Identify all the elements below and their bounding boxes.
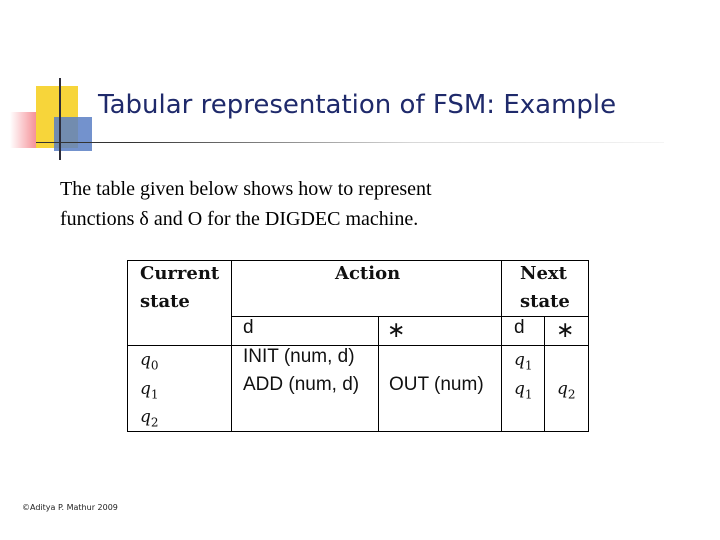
col-divider-action-sub — [378, 317, 379, 432]
subheader-next-d: d — [514, 317, 525, 338]
table-border-left — [127, 260, 128, 432]
state-q2: $q_2$ — [140, 407, 159, 430]
header-next-state: Next state — [520, 263, 570, 312]
action-d-row-1: ADD (num, d) — [243, 374, 360, 395]
subheader-action-star: ∗ — [387, 317, 406, 342]
logo-vertical-line — [59, 78, 61, 160]
intro-text — [60, 174, 680, 234]
copyright-footer: ©Aditya P. Mathur 2009 — [22, 503, 118, 512]
subheader-divider — [231, 316, 589, 317]
intro-line-1: The table given below shows how to represent — [60, 178, 432, 200]
subheader-action-d: d — [243, 317, 254, 338]
col-divider-next-sub — [544, 317, 545, 432]
action-d-row-0: INIT (num, d) — [243, 346, 355, 367]
state-q1: $q_1$ — [140, 379, 159, 402]
intro-line-2: functions δ and O for the DIGDEC machine. — [60, 208, 419, 230]
header-action: Action — [335, 263, 401, 284]
header-divider — [127, 345, 589, 346]
fsm-table — [127, 260, 589, 432]
header-current-state: Current state — [140, 263, 220, 312]
next-d-row-0: $q_1$ — [514, 350, 533, 373]
next-d-row-1: $q_1$ — [514, 379, 533, 402]
col-divider-action — [501, 260, 502, 432]
table-border-bottom — [127, 431, 589, 432]
slide-title: Tabular representation of FSM: Example — [98, 90, 617, 120]
subheader-next-star: ∗ — [556, 317, 575, 342]
state-q0: $q_0$ — [140, 350, 159, 373]
col-divider-state — [231, 260, 232, 432]
table-border-right — [588, 260, 589, 432]
next-star-row-1: $q_2$ — [557, 379, 576, 402]
title-underline — [36, 142, 664, 143]
action-star-row-1: OUT (num) — [389, 374, 484, 395]
